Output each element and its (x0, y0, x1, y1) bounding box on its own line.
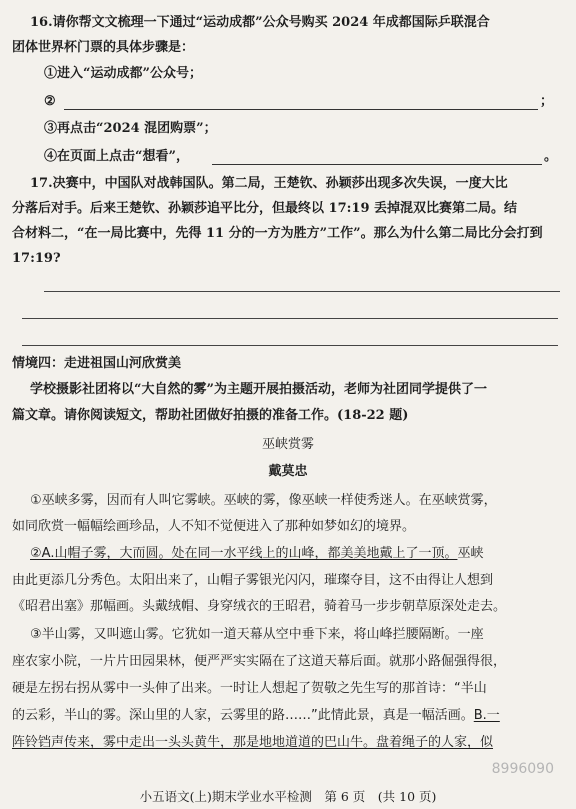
article-title (0, 436, 576, 454)
q16-step2-semicolon: ； (540, 94, 554, 109)
q16-text-2: 团体世界杯门票的具体步骤是： (12, 40, 195, 55)
article-p3-underlined-sentence-b-start: B.一 (473, 708, 500, 723)
q16-step4-text: ④在页面上点击“想看”， (44, 149, 189, 164)
article-p1-text-1: ①巫峡多雾，因而有人叫它雾峡。巫峡的雾，像巫峡一样使秀迷人。在巫峡赏雾， (30, 493, 497, 508)
q16-step4-end (544, 148, 564, 166)
q16-step4-answer-blank[interactable] (212, 164, 542, 165)
page-footer (0, 789, 576, 805)
section-intro-line1 (0, 381, 576, 399)
q17-text-3: 合材料二，“在一局比赛中，先得 11 分的一方为胜方”工作”。那么为什么第二局比分会打到 (12, 226, 543, 241)
article-p3-line5 (0, 734, 576, 752)
q16-step1-text: ①进入“运动成都”公众号； (44, 66, 202, 81)
section-intro-text-1: 学校摄影社团将以“大自然的雾”为主题开展拍摄活动，老师为社团同学提供了一 (30, 382, 487, 397)
article-p3-line3 (0, 680, 576, 698)
q16-step3-text: ③再点击“2024 混团购票”； (44, 121, 217, 136)
article-p3-line2 (0, 653, 576, 671)
q17-answer-line-1[interactable] (44, 291, 560, 292)
section-heading-text: 情境四：走进祖国山河欣赏美 (12, 356, 182, 371)
article-p1-line1 (0, 492, 576, 510)
article-p1-text-2: 如同欣赏一幅幅绘画珍品，人不知不觉便进入了那种如梦如幻的境界。 (12, 519, 416, 534)
article-p2-underlined-sentence-a: ②A.山帽子雾，大而圆。处在同一水平线上的山峰，都美美地戴上了一顶。 (30, 546, 458, 561)
q16-stem-line1 (0, 14, 576, 32)
article-p2-text-2: 由此更添几分秀色。太阳出来了，山帽子雾银光闪闪，璀璨夺目，这不由得让人想到 (12, 573, 494, 588)
q17-text-4: 17:19? (12, 251, 61, 266)
q17-answer-line-2[interactable] (22, 318, 558, 319)
article-p3-underlined-sentence-b: 阵铃铛声传来，雾中走出一头头黄牛，那是地地道道的巴山牛。盘着绳子的人家，似 (12, 735, 494, 750)
q17-line4 (0, 250, 576, 268)
article-p2-line2 (0, 572, 576, 590)
q16-step1 (0, 65, 576, 83)
q17-text-1: 17.决赛中，中国队对战韩国队。第二局，王楚钦、孙颖莎出现多次失误，一度大比 (30, 176, 508, 191)
article-p3-text-2: 座农家小院，一片片田园果林，便严严实实隔在了这道天幕后面。就那小路倔强得很， (12, 654, 507, 669)
q16-step2-number: ② (44, 94, 56, 109)
article-title-text: 巫峡赏雾 (261, 437, 314, 452)
article-p3-text-1: ③半山雾，又叫遮山雾。它犹如一道天幕从空中垂下来，将山峰拦腰隔断。一座 (30, 627, 484, 642)
q16-step4-period: 。 (544, 149, 558, 164)
article-p2-line1 (0, 545, 576, 563)
article-p1-line2 (0, 518, 576, 536)
q16-stem-line2 (0, 39, 576, 57)
q17-line3 (0, 225, 576, 243)
page-footer-text: 小五语文(上)期末学业水平检测 第 6 页 (共 10 页) (139, 789, 437, 804)
article-p3-text-3: 硬是左拐右拐从雾中一头伸了出来。一时让人想起了贺敬之先生写的那首诗：“半山 (12, 681, 487, 696)
article-p3-text-4: 的云彩，半山的雾。深山里的人家，云雾里的路……”此情此景，真是一幅活画。 (12, 708, 474, 723)
scan-watermark: 8996090 (491, 761, 554, 777)
article-p3-line1 (0, 626, 576, 644)
article-author (0, 463, 576, 481)
q16-step2-answer-blank[interactable] (64, 109, 538, 110)
article-author-text: 戴莫忠 (268, 464, 308, 479)
article-p2-line3 (0, 598, 576, 616)
section-intro-line2 (0, 407, 576, 425)
q17-line1 (0, 175, 576, 193)
q16-step2-end (540, 93, 560, 111)
q17-answer-line-3[interactable] (22, 345, 558, 346)
q17-text-2: 分落后对手。后来王楚钦、孙颖莎追平比分，但最终以 17:19 丢掉混双比赛第二局。结 (12, 201, 518, 216)
q16-step3 (0, 120, 576, 138)
section-heading (0, 355, 576, 373)
q16-text-1: 16.请你帮文文梳理一下通过“运动成都”公众号购买 2024 年成都国际乒联混合 (30, 15, 490, 30)
article-p2-text-3: 《昭君出塞》那幅画。头戴绒帽、身穿绒衣的王昭君，骑着马一步步朝草原深处走去。 (12, 599, 507, 614)
section-intro-text-2: 篇文章。请你阅读短文，帮助社团做好拍摄的准备工作。(18-22 题) (12, 408, 409, 423)
article-p2-text-1-rest: 巫峡 (457, 546, 484, 561)
q17-line2 (0, 200, 576, 218)
article-p3-line4 (0, 707, 576, 725)
